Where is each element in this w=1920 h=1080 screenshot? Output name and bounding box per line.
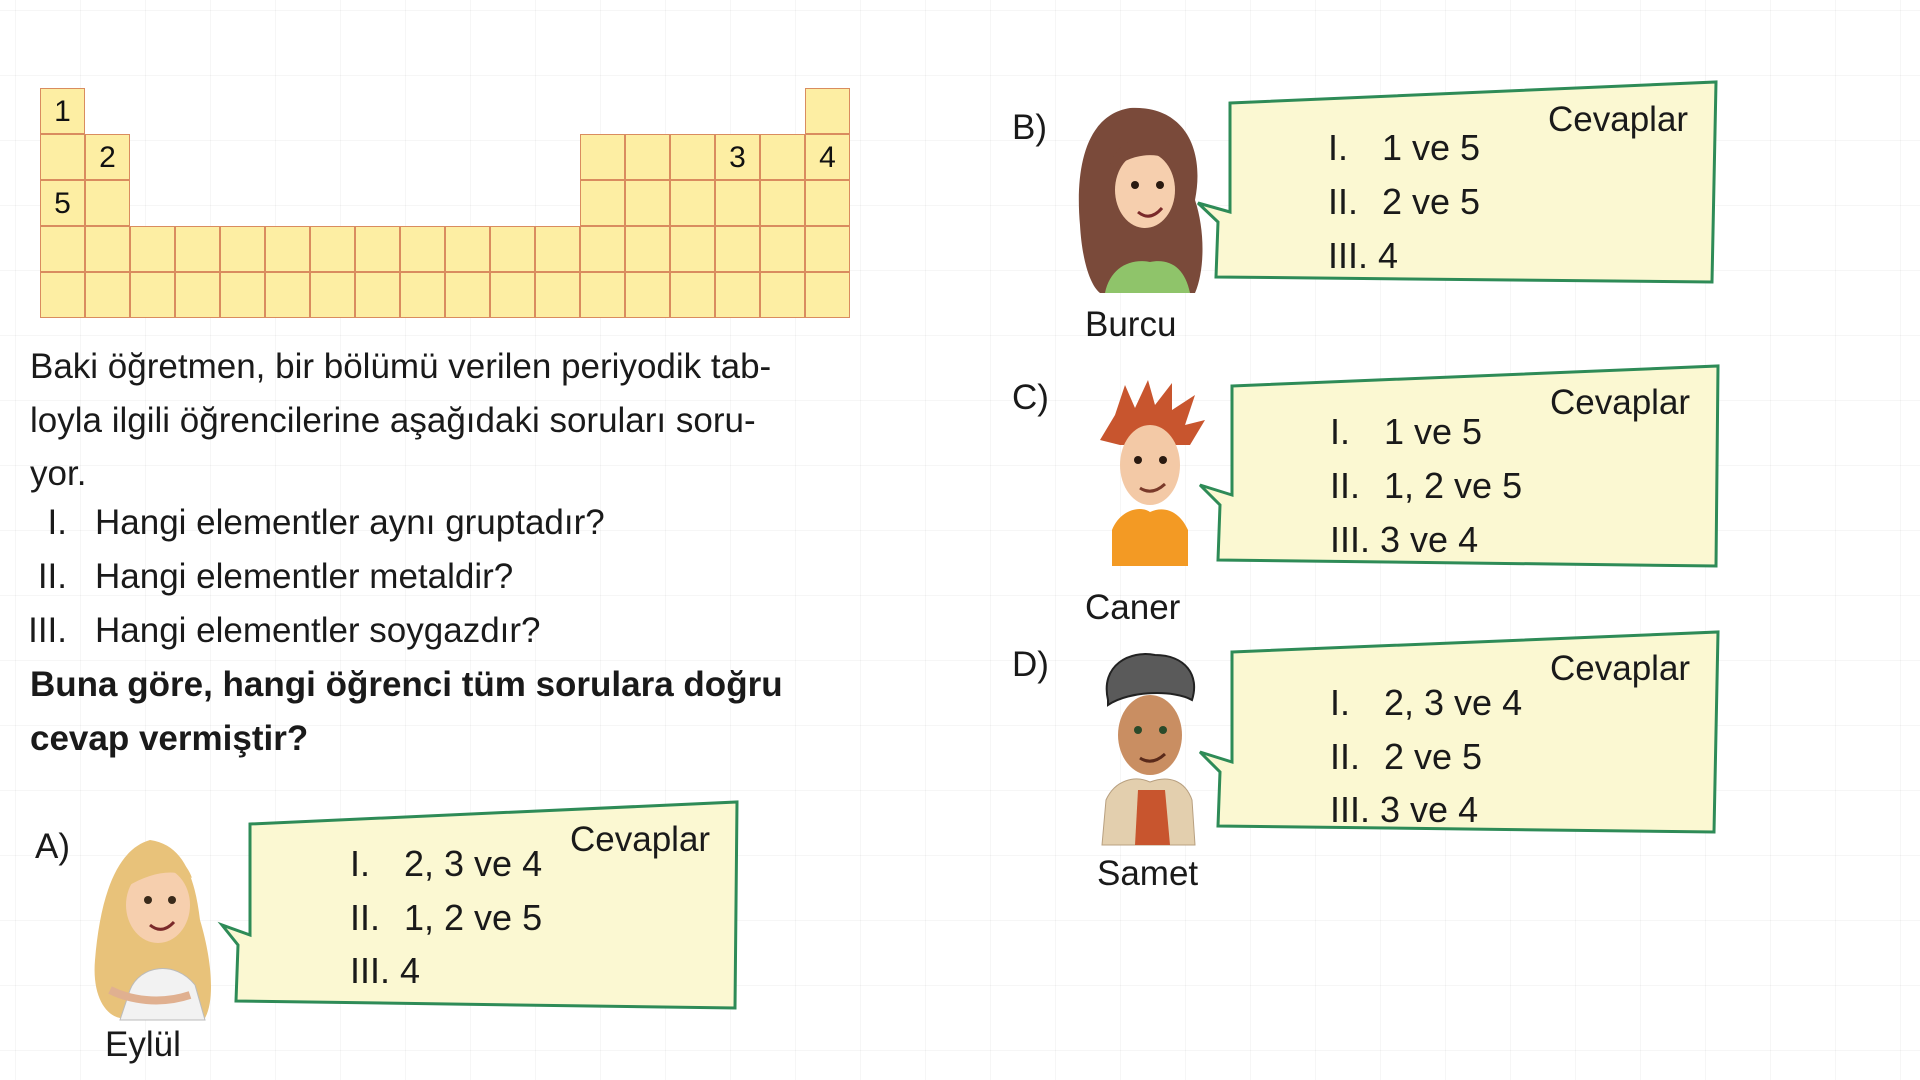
student-name-eylul: Eylül xyxy=(105,1025,181,1064)
answer-c-2 xyxy=(1330,466,1522,506)
item-number: II. xyxy=(37,557,67,596)
answer-value: 4 xyxy=(400,950,421,991)
answer-b-3 xyxy=(1328,236,1398,276)
answer-number: III. xyxy=(1328,235,1369,276)
answer-number: I. xyxy=(1328,127,1349,168)
intro-line: Baki öğretmen, bir bölümü verilen periyodik tab- xyxy=(30,347,772,386)
option-c-label[interactable]: C) xyxy=(1012,378,1049,417)
answer-number: I. xyxy=(1330,682,1351,723)
answer-number: III. xyxy=(1330,519,1371,560)
red-haired-boy-avatar xyxy=(1100,380,1205,566)
element-cell-2: 2 xyxy=(85,134,130,180)
answer-a-2 xyxy=(350,898,542,938)
student-name-samet: Samet xyxy=(1097,854,1199,893)
element-cell-5: 5 xyxy=(40,180,85,226)
item-text: Hangi elementler metaldir? xyxy=(95,557,514,596)
element-cell-3: 3 xyxy=(715,134,760,180)
item-number: III. xyxy=(28,611,67,650)
answer-b-2 xyxy=(1328,182,1480,222)
student-name-burcu: Burcu xyxy=(1085,305,1177,344)
answer-number: II. xyxy=(1328,181,1359,222)
answer-value: 2 ve 5 xyxy=(1382,181,1481,222)
brunette-girl-avatar xyxy=(1079,108,1203,293)
answer-value: 4 xyxy=(1378,235,1399,276)
option-a-label[interactable]: A) xyxy=(35,827,70,866)
answer-number: II. xyxy=(1330,736,1361,777)
bubble-a-header: Cevaplar xyxy=(570,820,711,859)
intro-line: loyla ilgili öğrencilerine aşağıdaki soruları soru- xyxy=(30,400,756,440)
answer-value: 3 ve 4 xyxy=(1380,519,1479,560)
answer-c-1 xyxy=(1330,412,1482,452)
answer-a-3 xyxy=(350,951,420,991)
element-cell-1: 1 xyxy=(40,88,85,134)
element-cell-4: 4 xyxy=(805,134,850,180)
bubble-d-header: Cevaplar xyxy=(1550,649,1691,688)
student-name-caner: Caner xyxy=(1085,588,1181,627)
answer-c-3 xyxy=(1330,520,1478,560)
answer-number: III. xyxy=(350,950,391,991)
dark-haired-boy-avatar xyxy=(1102,654,1195,845)
answer-b-1 xyxy=(1328,128,1480,168)
answer-value: 1 ve 5 xyxy=(1384,411,1483,452)
answer-a-1 xyxy=(350,844,542,884)
answer-value: 2 ve 5 xyxy=(1384,736,1483,777)
question-prompt-line-2: cevap vermiştir? xyxy=(30,719,309,758)
answer-value: 1 ve 5 xyxy=(1382,127,1481,168)
item-text: Hangi elementler aynı gruptadır? xyxy=(95,503,605,542)
answer-d-2 xyxy=(1330,737,1482,777)
item-number: I. xyxy=(47,503,67,542)
blonde-girl-avatar xyxy=(95,840,211,1020)
answer-value: 2, 3 ve 4 xyxy=(1384,682,1523,723)
answer-value: 2, 3 ve 4 xyxy=(404,843,543,884)
bubble-b-header: Cevaplar xyxy=(1548,100,1689,139)
answer-d-1 xyxy=(1330,683,1522,723)
option-d-label[interactable]: D) xyxy=(1012,645,1049,684)
item-text: Hangi elementler soygazdır? xyxy=(95,611,541,650)
option-b-label[interactable]: B) xyxy=(1012,108,1047,147)
answer-number: II. xyxy=(1330,465,1361,506)
bubble-c-header: Cevaplar xyxy=(1550,383,1691,422)
answer-value: 1, 2 ve 5 xyxy=(404,897,543,938)
answer-number: II. xyxy=(350,897,381,938)
answer-value: 1, 2 ve 5 xyxy=(1384,465,1523,506)
answer-number: I. xyxy=(1330,411,1351,452)
answer-number: I. xyxy=(350,843,371,884)
answer-value: 3 ve 4 xyxy=(1380,789,1479,830)
question-prompt-line-1: Buna göre, hangi öğrenci tüm sorulara doğru xyxy=(30,665,783,704)
answer-d-3 xyxy=(1330,790,1478,830)
answer-number: III. xyxy=(1330,789,1371,830)
intro-line: yor. xyxy=(30,454,87,493)
